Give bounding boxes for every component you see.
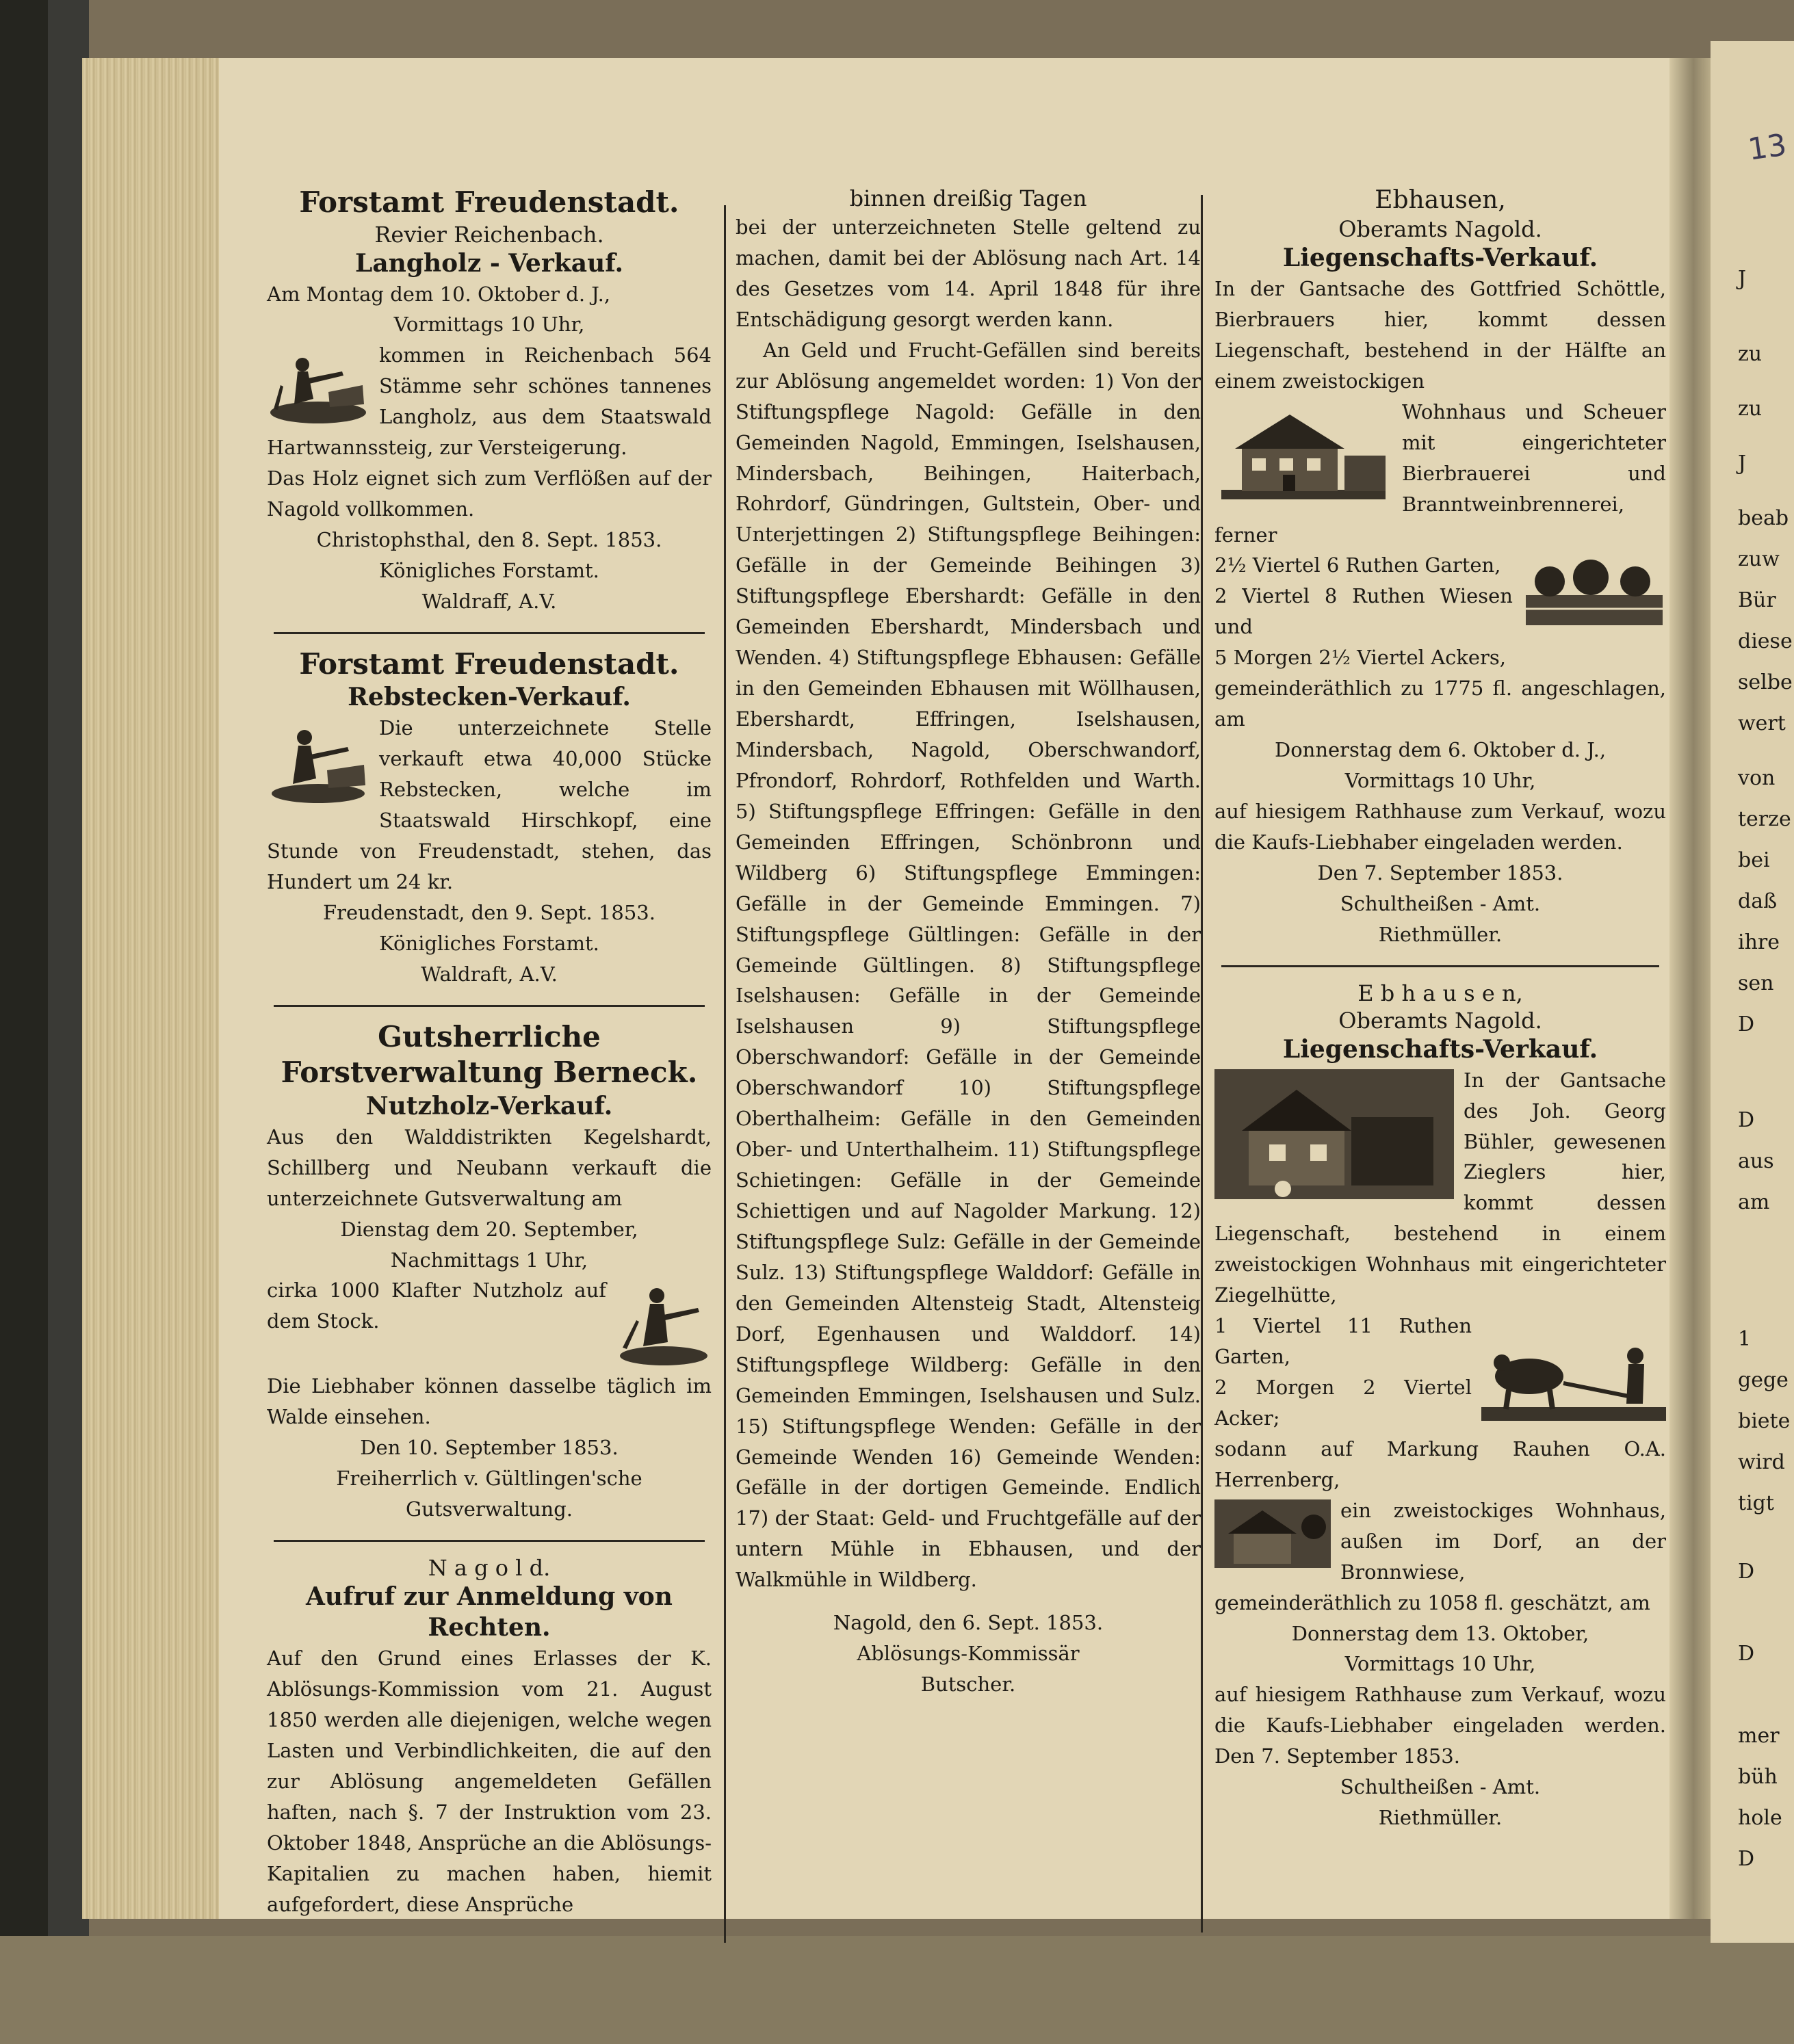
page-stack-edge bbox=[82, 58, 233, 1919]
ad-place-date: Den 10. September 1853. bbox=[360, 1436, 619, 1460]
ad-separator bbox=[274, 1005, 705, 1007]
ad-office: Schultheißen - Amt. bbox=[1340, 1775, 1541, 1799]
facing-page-text: wert bbox=[1738, 711, 1786, 735]
woodcutter-woodcut-icon bbox=[616, 1279, 712, 1368]
facing-page-text: terze bbox=[1738, 807, 1791, 831]
facing-page-text: wird bbox=[1738, 1450, 1785, 1474]
facing-page-text: beab bbox=[1738, 506, 1789, 530]
facing-page-text: D bbox=[1738, 1847, 1755, 1871]
facing-page-text: J bbox=[1738, 451, 1747, 475]
ad-separator bbox=[1221, 965, 1659, 967]
ad-heading: Nutzholz-Verkauf. bbox=[365, 1091, 613, 1121]
village-house-woodcut-icon bbox=[1214, 1499, 1331, 1568]
ad-signer: Waldraff, A.V. bbox=[421, 589, 557, 613]
ad-heading: Rebstecken-Verkauf. bbox=[348, 683, 631, 712]
ad-date-line: Dienstag dem 20. September, bbox=[340, 1217, 638, 1241]
ad-heading: Liegenschafts-Verkauf. bbox=[1282, 244, 1598, 272]
facing-page-text: Bür bbox=[1738, 588, 1776, 612]
facing-page-text: J bbox=[1738, 267, 1747, 291]
ad-item: 1 Viertel 11 Ruthen Garten, bbox=[1214, 1314, 1472, 1369]
ad-place-date: Freudenstadt, den 9. Sept. 1853. bbox=[323, 900, 655, 924]
woodcutter-woodcut-icon bbox=[267, 717, 369, 806]
ad-title: Ebhausen, bbox=[1375, 186, 1506, 214]
facing-page-text: bei bbox=[1738, 848, 1770, 872]
ad-nutzholz bbox=[267, 1019, 712, 1525]
column-rule-2 bbox=[1201, 195, 1203, 1932]
ad-body: Die unterzeichnete Stelle verkauft etwa 40,000 Stücke Rebstecken, welche im Staatswald Hirschkopf, eine Stunde von Freudenstadt, stehen, das Hundert um 24 kr. bbox=[267, 716, 712, 893]
ad-title: N a g o l d. bbox=[428, 1555, 551, 1582]
facing-page-text: büh bbox=[1738, 1765, 1778, 1789]
ad-office: Königliches Forstamt. bbox=[379, 558, 599, 582]
column-rule-1 bbox=[724, 205, 726, 1943]
ad-time-line: Nachmittags 1 Uhr, bbox=[390, 1248, 588, 1272]
facing-page-text: selbe bbox=[1738, 670, 1793, 694]
ad-separator bbox=[274, 632, 705, 634]
ad-item: 2 Morgen 2 Viertel Acker; bbox=[1214, 1376, 1472, 1430]
farmhouse-woodcut-icon bbox=[1214, 401, 1392, 503]
ad-title: Forstamt Freudenstadt. bbox=[299, 185, 679, 219]
ad-time-line: Vormittags 10 Uhr, bbox=[1344, 1652, 1536, 1676]
ad-body: auf hiesigem Rathhause zum Verkauf, wozu die Kaufs-Liebhaber eingeladen werden. bbox=[1214, 799, 1666, 854]
column-3 bbox=[1214, 185, 1666, 1848]
ad-body: Die Liebhaber können dasselbe täglich im Walde einsehen. bbox=[267, 1374, 712, 1429]
ad-title: Gutsherrliche Forstverwaltung Berneck. bbox=[281, 1019, 698, 1090]
ad-rebstecken bbox=[267, 646, 712, 990]
facing-page-text: hole bbox=[1738, 1806, 1782, 1830]
ad-separator bbox=[274, 1540, 705, 1542]
ad-body: Auf den Grund eines Erlasses der K. Ablösungs-Kommission vom 21. August 1850 werden alle diejenigen, welche wegen Lasten und Verbindlichkeiten, die auf den zur Ablösung angemeldeten Gefällen haften, nach §. 7 der Instruktion vom 23. Oktober 1848, Ansprüche an die Ablösungs-Kapitalien zu machen haben, hiemit aufgefordert, diese Ansprüche bbox=[267, 1647, 712, 1916]
background-surface bbox=[0, 1936, 1794, 2044]
facing-page-text: von bbox=[1738, 766, 1776, 790]
ad-heading: Liegenschafts-Verkauf. bbox=[1282, 1034, 1598, 1064]
column-1 bbox=[267, 185, 712, 1935]
ploughing-woodcut-icon bbox=[1481, 1315, 1666, 1424]
facing-page-text: gege bbox=[1738, 1368, 1789, 1392]
ad-subtitle: Revier Reichenbach. bbox=[374, 221, 604, 248]
gefaelle-list: An Geld und Frucht-Gefällen sind bereits zur Ablösung angemeldet worden: 1) Von der Stiftungspflege Nagold: Gefälle in den Gemeinden Nagold, Emmingen, Iselshausen, Mindersbach, Beihingen, Haiterbach, Rohrdorf, Gündringen, Gultstein, Ober- und Unterjettingen 2) Stiftungspflege Beihingen: Gefälle in der Gemeinde Beihingen 3) Stiftungspflege Ebershardt: Gefälle in den Gemeinden Ebershardt, Mindersbach und Wenden. 4) Stiftungspflege Ebhausen: Gefälle in den Gemeinden Ebhausen mit Wöllhausen, Ebershardt, Effringen, Iselshausen, Mindersbach, Nagold, Oberschwandorf, Pfrondorf, Rohrdorf, Rothfelden und Warth. 5) Stiftungspflege Effringen: Gefälle in den Gemeinden Effringen, Schönbronn und Wildberg 6) Stiftungspflege Emmingen: Gefälle in der Gemeinde Emmingen. 7) Stiftungspflege Gültlingen: Gefälle in der Gemeinde Gültlingen. 8) Stiftungspflege Iselshausen: Gefälle in der Gemeinde Iselshausen 9) Stiftungspflege Oberschwandorf: Gefälle in der Gemeinde Oberschwandorf 10) Stiftungspflege Oberthalheim: Gefälle in den Gemeinden Ober- und Unterthalheim. 11) Stiftungspflege Schietingen: Gefälle in der Gemeinde Schiettigen und auf Nagolder Markung. 12) Stiftungspflege Sulz: Gefälle in der Gemeinde Sulz. 13) Stiftungspflege Walddorf: Gefälle in den Gemeinden Altensteig Stadt, Altensteig Dorf, Egenhausen und Walddorf. 14) Stiftungspflege Wildberg: Gefälle in den Gemeinden Emmingen, Iselshausen und Sulz. 15) Stiftungspflege Wenden: Gefälle in der Gemeinde Wenden 16) Gemeinde Wenden: Gefälle in der dortigen Gemeinde. Endlich 17) der Staat: Geld- und Fruchtgefälle auf der untern Mühle in Ebhausen, und der Walkmühle in Wildberg. bbox=[736, 338, 1201, 1592]
ad-item: 2½ Viertel 6 Ruthen Garten, bbox=[1214, 553, 1501, 577]
ad-schoettle bbox=[1214, 185, 1666, 950]
ad-item: Wohnhaus und Scheuer mit eingerichteter Bierbrauerei und Branntweinbrennerei, ferner bbox=[1214, 399, 1666, 547]
continuation-body: bei der unterzeichneten Stelle geltend zu machen, damit bei der Ablösung nach Art. 14 des Gesetzes vom 14. April 1848 für ihre Entschädigung gesorgt werden kann. bbox=[736, 215, 1201, 331]
ad-item: 2 Viertel 8 Ruthen Wiesen und bbox=[1214, 584, 1513, 639]
facing-page-text: D bbox=[1738, 1012, 1755, 1036]
garden-woodcut-icon bbox=[1522, 554, 1666, 629]
facing-page-fragment bbox=[1711, 41, 1794, 1943]
ad-place-date: Christophsthal, den 8. Sept. 1853. bbox=[316, 528, 662, 551]
ad-date-line: Donnerstag dem 6. Oktober d. J., bbox=[1274, 738, 1607, 762]
ad-intro: In der Gantsache des Joh. Georg Bühler, gewesenen Zieglers hier, kommt dessen Liegenschaft, bestehend in einem zweistockigen Wohnhaus mit eingerichteter Ziegelhütte, bbox=[1214, 1068, 1666, 1307]
ad-title: Forstamt Freudenstadt. bbox=[299, 646, 679, 681]
ad-subtitle: Oberamts Nagold. bbox=[1338, 1007, 1542, 1034]
facing-page-text: tigt bbox=[1738, 1491, 1774, 1515]
facing-page-text: sen bbox=[1738, 971, 1774, 995]
ad-heading: Langholz - Verkauf. bbox=[355, 248, 623, 278]
facing-page-text: mer bbox=[1738, 1724, 1780, 1748]
ad-signer: Freiherrlich v. Gültlingen'sche Gutsverwaltung. bbox=[336, 1467, 642, 1521]
ad-intro: In der Gantsache des Gottfried Schöttle, Bierbrauers hier, kommt dessen Liegenschaft, bestehend in der Hälfte an einem zweistockigen bbox=[1214, 277, 1666, 393]
ad-signer: Riethmüller. bbox=[1378, 922, 1503, 946]
ad-office: Ablösungs-Kommissär bbox=[857, 1642, 1080, 1666]
facing-page-text: daß bbox=[1738, 889, 1778, 913]
facing-page-text: ihre bbox=[1738, 930, 1780, 954]
ad-body: Aus den Walddistrikten Kegelshardt, Schillberg und Neubann verkauft die unterzeichnete Gutsverwaltung am bbox=[267, 1125, 712, 1210]
facing-page-text: aus bbox=[1738, 1149, 1774, 1173]
facing-page-text: D bbox=[1738, 1642, 1755, 1666]
ad-estimate: gemeinderäthlich zu 1775 fl. angeschlagen, am bbox=[1214, 677, 1666, 731]
continuation-heading: binnen dreißig Tagen bbox=[849, 185, 1087, 211]
ad-aufruf bbox=[267, 1554, 712, 1919]
facing-page-text: 1 bbox=[1738, 1327, 1752, 1351]
facing-page-text: zuw bbox=[1738, 547, 1780, 571]
ad-item: ein zweistockiges Wohnhaus, außen im Dorf, an der Bronnwiese, bbox=[1340, 1498, 1666, 1584]
ad-langholz bbox=[267, 185, 712, 617]
facing-page-text: diese bbox=[1738, 629, 1793, 653]
ad-line: kommen in Reichenbach 564 Stämme sehr schönes tannenes Langholz, aus dem Staatswald Hartwannssteig, zur Versteigerung. bbox=[267, 343, 712, 460]
ad-line: Das Holz eignet sich zum Verflößen auf der Nagold vollkommen. bbox=[267, 467, 712, 521]
facing-page-text: D bbox=[1738, 1560, 1755, 1584]
ad-office: Schultheißen - Amt. bbox=[1340, 891, 1541, 915]
facing-page-text: biete bbox=[1738, 1409, 1791, 1433]
facing-page-text: zu bbox=[1738, 397, 1763, 421]
handwritten-page-number: 13 bbox=[1745, 127, 1789, 168]
ad-signer: Butscher. bbox=[920, 1673, 1016, 1696]
ad-place-date: Den 7. September 1853. bbox=[1317, 861, 1563, 885]
facing-page-text: zu bbox=[1738, 342, 1763, 366]
facing-page-text: D bbox=[1738, 1108, 1755, 1132]
column-2 bbox=[736, 185, 1201, 1700]
book-spine-shadow bbox=[0, 0, 48, 2044]
ad-line: Vormittags 10 Uhr, bbox=[393, 313, 585, 337]
ad-line: Am Montag dem 10. Oktober d. J., bbox=[267, 282, 611, 306]
ad-body: auf hiesigem Rathhause zum Verkauf, wozu die Kaufs-Liebhaber eingeladen werden. Den 7. September 1853. bbox=[1214, 1683, 1666, 1768]
brickworks-woodcut-icon bbox=[1214, 1069, 1454, 1199]
ad-estimate: gemeinderäthlich zu 1058 fl. geschätzt, am bbox=[1214, 1590, 1650, 1614]
facing-page-text: am bbox=[1738, 1190, 1770, 1214]
ad-item: sodann auf Markung Rauhen O.A. Herrenberg, bbox=[1214, 1437, 1666, 1491]
ad-office: Königliches Forstamt. bbox=[379, 931, 599, 955]
woodcutter-woodcut-icon bbox=[267, 344, 369, 426]
ad-subtitle: Oberamts Nagold. bbox=[1338, 216, 1542, 242]
ad-place-date: Nagold, den 6. Sept. 1853. bbox=[833, 1611, 1104, 1635]
ad-signer: Riethmüller. bbox=[1378, 1806, 1503, 1830]
ad-body: cirka 1000 Klafter Nutzholz auf dem Stock. bbox=[267, 1279, 606, 1333]
ad-title: E b h a u s e n, bbox=[1357, 980, 1523, 1006]
ad-date-line: Donnerstag dem 13. Oktober, bbox=[1291, 1621, 1589, 1645]
ad-signer: Waldraft, A.V. bbox=[421, 962, 558, 986]
ad-item: 5 Morgen 2½ Viertel Ackers, bbox=[1214, 646, 1507, 670]
ad-buehler bbox=[1214, 980, 1666, 1833]
ad-heading: Aufruf zur Anmeldung von Rechten. bbox=[306, 1582, 673, 1642]
ad-time-line: Vormittags 10 Uhr, bbox=[1344, 769, 1536, 792]
